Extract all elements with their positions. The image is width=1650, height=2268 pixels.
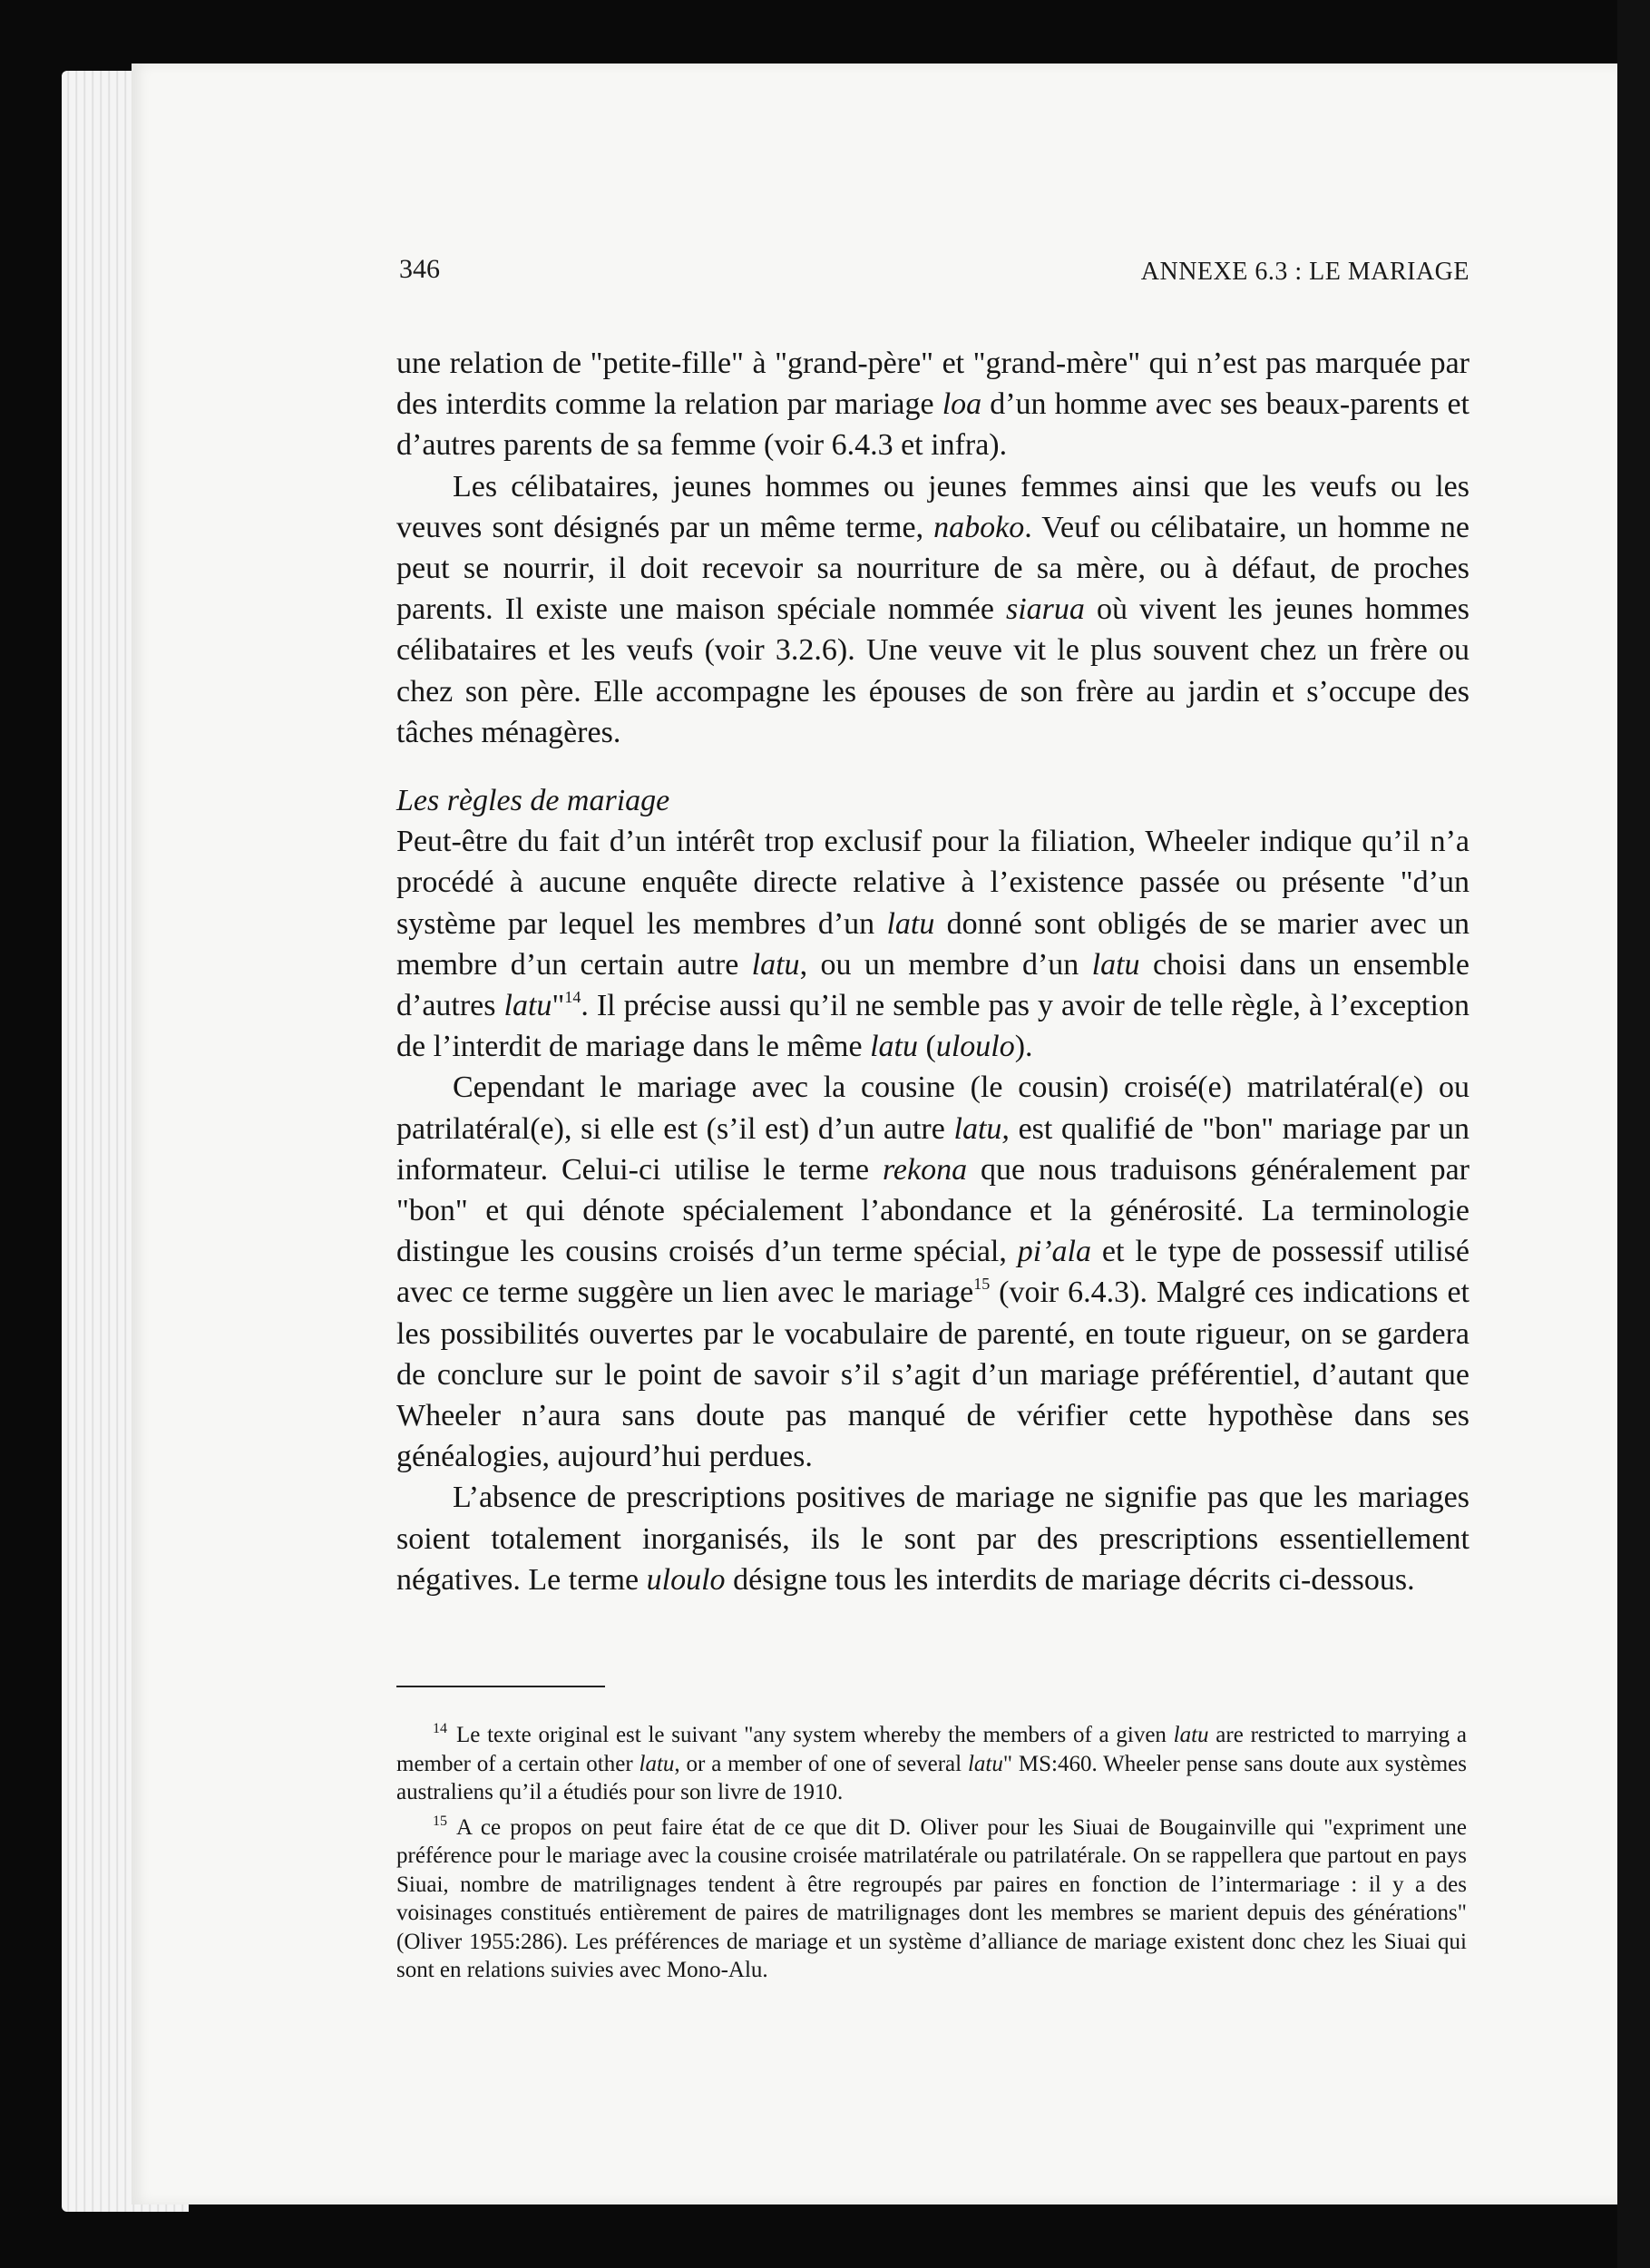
footnotes <box>396 1715 1467 1985</box>
paragraph-3: Peut-être du fait d’un intérêt trop exclusif pour la filiation, Wheeler indique qu’il n’a procédé à aucune enquête directe relative à l’existence passée ou présente "d’un système par lequel les membres d’un latu donné sont obligés de se marier avec un membre d’un certain autre latu, ou un membre d’un latu choisi dans un ensemble d’autres latu"$^{14}$. Il précise aussi qu’il ne semble pas y avoir de telle règle, à l’exception de l’interdit de mariage dans le même latu (uloulo). <box>396 825 1469 1064</box>
running-head <box>399 254 1469 299</box>
paragraph-2: Les célibataires, jeunes hommes ou jeunes femmes ainsi que les veufs ou les veuves sont désignés par un même terme, naboko. Veuf ou célibataire, un homme ne peut se nourrir, il doit recevoir sa nourriture de sa mère, ou à défaut, de proches parents. Il existe une maison spéciale nommée siarua où vivent les jeunes hommes célibataires et les veufs (voir 3.2.6). Une veuve vit le plus souvent chez un frère ou chez son père. Elle accompagne les épouses de son frère au jardin et s’occupe des tâches ménagères. <box>396 469 1470 749</box>
footnote-separator <box>396 1686 605 1687</box>
chapter-title: ANNEXE 6.3 : LE MARIAGE <box>1140 258 1469 286</box>
main-text <box>396 343 1469 1600</box>
footnote-15: $^{15}$ A ce propos on peut faire état de ce que dit D. Oliver pour les Siuai de Bougainville qui "expriment une préférence pour le mariage avec la cousine croisée matrilatérale ou patrilatérale. On se rappellera que partout en pays Siuai, nombre de matrilignages tendent à être regroupés par paires en fonction de l’intermariage : il y a des voisinages constitués entièrement de paires de matrilignages dont les membres se marient depuis des générations" (Oliver 1955:286). Les préférences de mariage et un système d’alliance de mariage existent donc chez les Siuai qui sont en relations suivies avec Mono-Alu. <box>396 1813 1467 1982</box>
paragraph-5: L’absence de prescriptions positives de mariage ne signifie pas que les mariages soient totalement inorganisés, ils le sont par des prescriptions essentiellement négatives. Le terme uloulo désigne tous les interdits de mariage décrits ci-dessous. <box>396 1481 1469 1597</box>
page-number: 346 <box>399 254 440 284</box>
paragraph-1: une relation de "petite-fille" à "grand-père" et "grand-mère" qui n’est pas marquée par des interdits comme la relation par mariage loa d’un homme avec ses beaux-parents et d’autres parents de sa femme (voir 6.4.3 et infra). <box>396 347 1469 463</box>
footnote-14: $^{14}$ Le texte original est le suivant "any system whereby the members of a given latu are restricted to marrying a member of a certain other latu, or a member of one of several latu" MS:460. Wheeler pense sans doute aux systèmes australiens qu’il a étudiés pour son livre de 1910. <box>396 1721 1467 1804</box>
paragraph-4: Cependant le mariage avec la cousine (le cousin) croisé(e) matrilatéral(e) ou patrilatéral(e), si elle est (s’il est) d’un autre latu, est qualifié de "bon" mariage par un informateur. Celui-ci utilise le terme rekona que nous traduisons généralement par "bon" et qui dénote spécialement l’abondance et la générosité. La terminologie distingue les cousins croisés d’un terme spécial, pi’ala et le type de possessif utilisé avec ce terme suggère un lien avec le mariage$^{15}$ (voir 6.4.3). Malgré ces indications et les possibilités ouvertes par le vocabulaire de parenté, en toute rigueur, on se gardera de conclure sur le point de savoir s’il s’agit d’un mariage préférentiel, d’autant que Wheeler n’aura sans doute pas manqué de vérifier cette hypothèse dans ses généalogies, aujourd’hui perdues. <box>396 1070 1469 1474</box>
footnote-ref-15[interactable]: 15 <box>973 1275 991 1294</box>
section-heading: Les règles de mariage <box>396 784 670 818</box>
background-edge <box>1617 0 1650 2268</box>
footnote-ref-14[interactable]: 14 <box>564 988 581 1007</box>
